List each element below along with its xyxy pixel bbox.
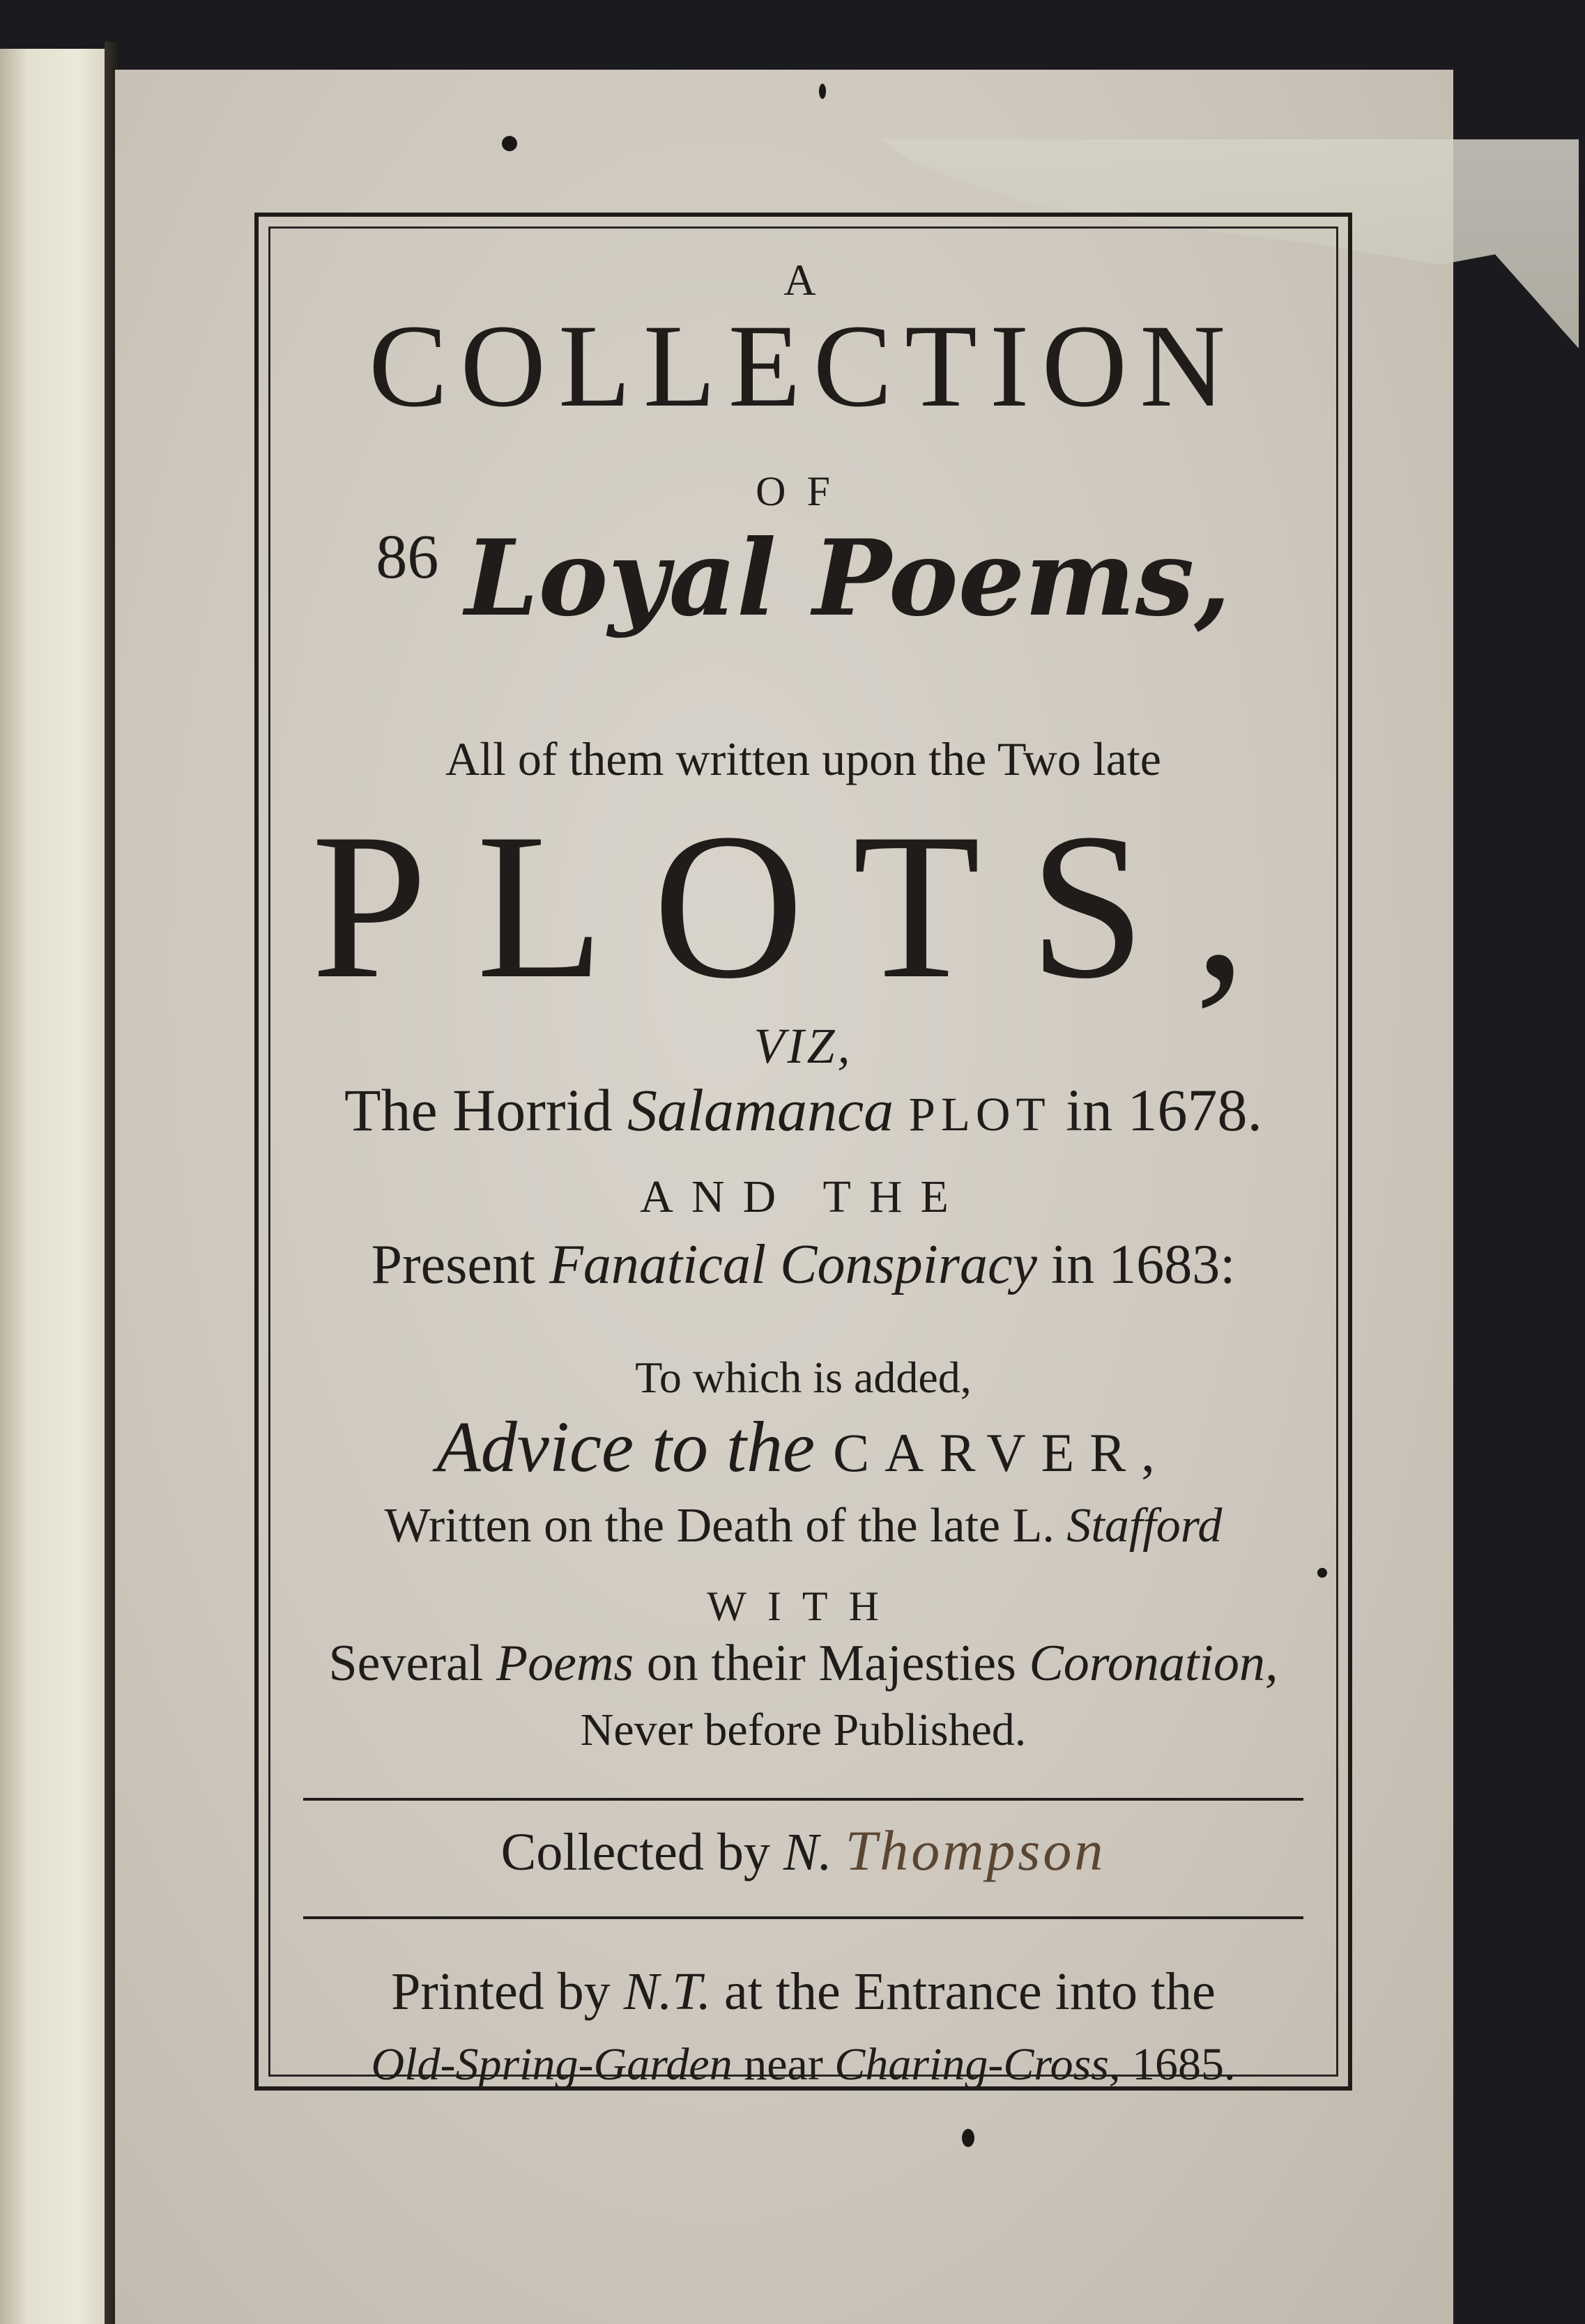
written-on-line xyxy=(275,1499,1331,1553)
advice-text: Advice to the xyxy=(436,1407,816,1487)
carver-text: CARVER, xyxy=(833,1422,1170,1483)
to-which-line: To which is added, xyxy=(635,1353,972,1402)
title-page xyxy=(115,70,1453,2324)
title-plots: PLOTS, xyxy=(311,790,1296,1022)
entrance-text: at the Entrance into the xyxy=(724,1962,1216,2021)
facing-page-edge xyxy=(0,49,112,2324)
collected-by-text: Collected by xyxy=(500,1823,770,1881)
and-the-line: AND THE xyxy=(640,1171,967,1222)
collector-initial: N. xyxy=(783,1823,832,1881)
poems-text: Poems xyxy=(496,1635,634,1692)
coronation-text: Coronation, xyxy=(1029,1635,1278,1692)
conspiracy-text: Conspiracy xyxy=(780,1234,1037,1295)
charing-cross-text: Charing-Cross, xyxy=(834,2039,1121,2090)
with-line: WITH xyxy=(707,1583,900,1629)
subtitle-all-of-them: All of them written upon the Two late xyxy=(445,732,1161,785)
title-of: OF xyxy=(756,468,851,514)
near-text: near xyxy=(744,2039,823,2090)
horrid-plot-line xyxy=(275,1077,1331,1144)
title-article: A xyxy=(783,255,823,305)
fanatical-text: Fanatical xyxy=(549,1234,767,1295)
viz-label: VIZ, xyxy=(753,1018,853,1074)
several-poems-line xyxy=(275,1635,1331,1692)
several-text: Several xyxy=(328,1635,484,1692)
printed-by-text: Printed by xyxy=(391,1962,611,2021)
conspiracy-year: in 1683: xyxy=(1051,1234,1236,1295)
title-loyal-poems: Loyal Poems, xyxy=(464,517,1231,640)
printer-text: N.T. xyxy=(623,1962,712,2021)
present-conspiracy-line xyxy=(275,1234,1331,1295)
location-text: Old-Spring-Garden xyxy=(371,2039,733,2090)
written-on-text: Written on the Death of the late L. xyxy=(384,1499,1055,1553)
handwritten-surname: Thompson xyxy=(845,1819,1106,1882)
title-collection: COLLECTION xyxy=(368,300,1239,431)
salamanca-text: Salamanca xyxy=(627,1077,894,1144)
title-text-block xyxy=(275,237,1331,2090)
stafford-text: Stafford xyxy=(1066,1499,1223,1553)
horrid-year: in 1678. xyxy=(1066,1077,1263,1144)
plot-word: PLOT xyxy=(908,1088,1051,1141)
on-their-text: on their Majesties xyxy=(646,1635,1016,1692)
collected-by-line xyxy=(275,1819,1331,1882)
imprint-line-1 xyxy=(275,1962,1331,2021)
imprint-line-2 xyxy=(275,2039,1331,2090)
ink-spot xyxy=(502,136,517,151)
never-before-line: Never before Published. xyxy=(580,1704,1027,1755)
divider-rule xyxy=(303,1798,1303,1801)
imprint-year: 1685. xyxy=(1131,2039,1236,2090)
title-number: 86 xyxy=(376,523,439,592)
present-text: Present xyxy=(371,1234,536,1295)
title-loyal-poems-line xyxy=(275,517,1331,640)
horrid-text: The Horrid xyxy=(344,1077,613,1144)
divider-rule xyxy=(303,1916,1303,1919)
advice-line xyxy=(275,1407,1331,1487)
ink-spot xyxy=(962,2129,974,2147)
ink-spot xyxy=(819,84,826,99)
